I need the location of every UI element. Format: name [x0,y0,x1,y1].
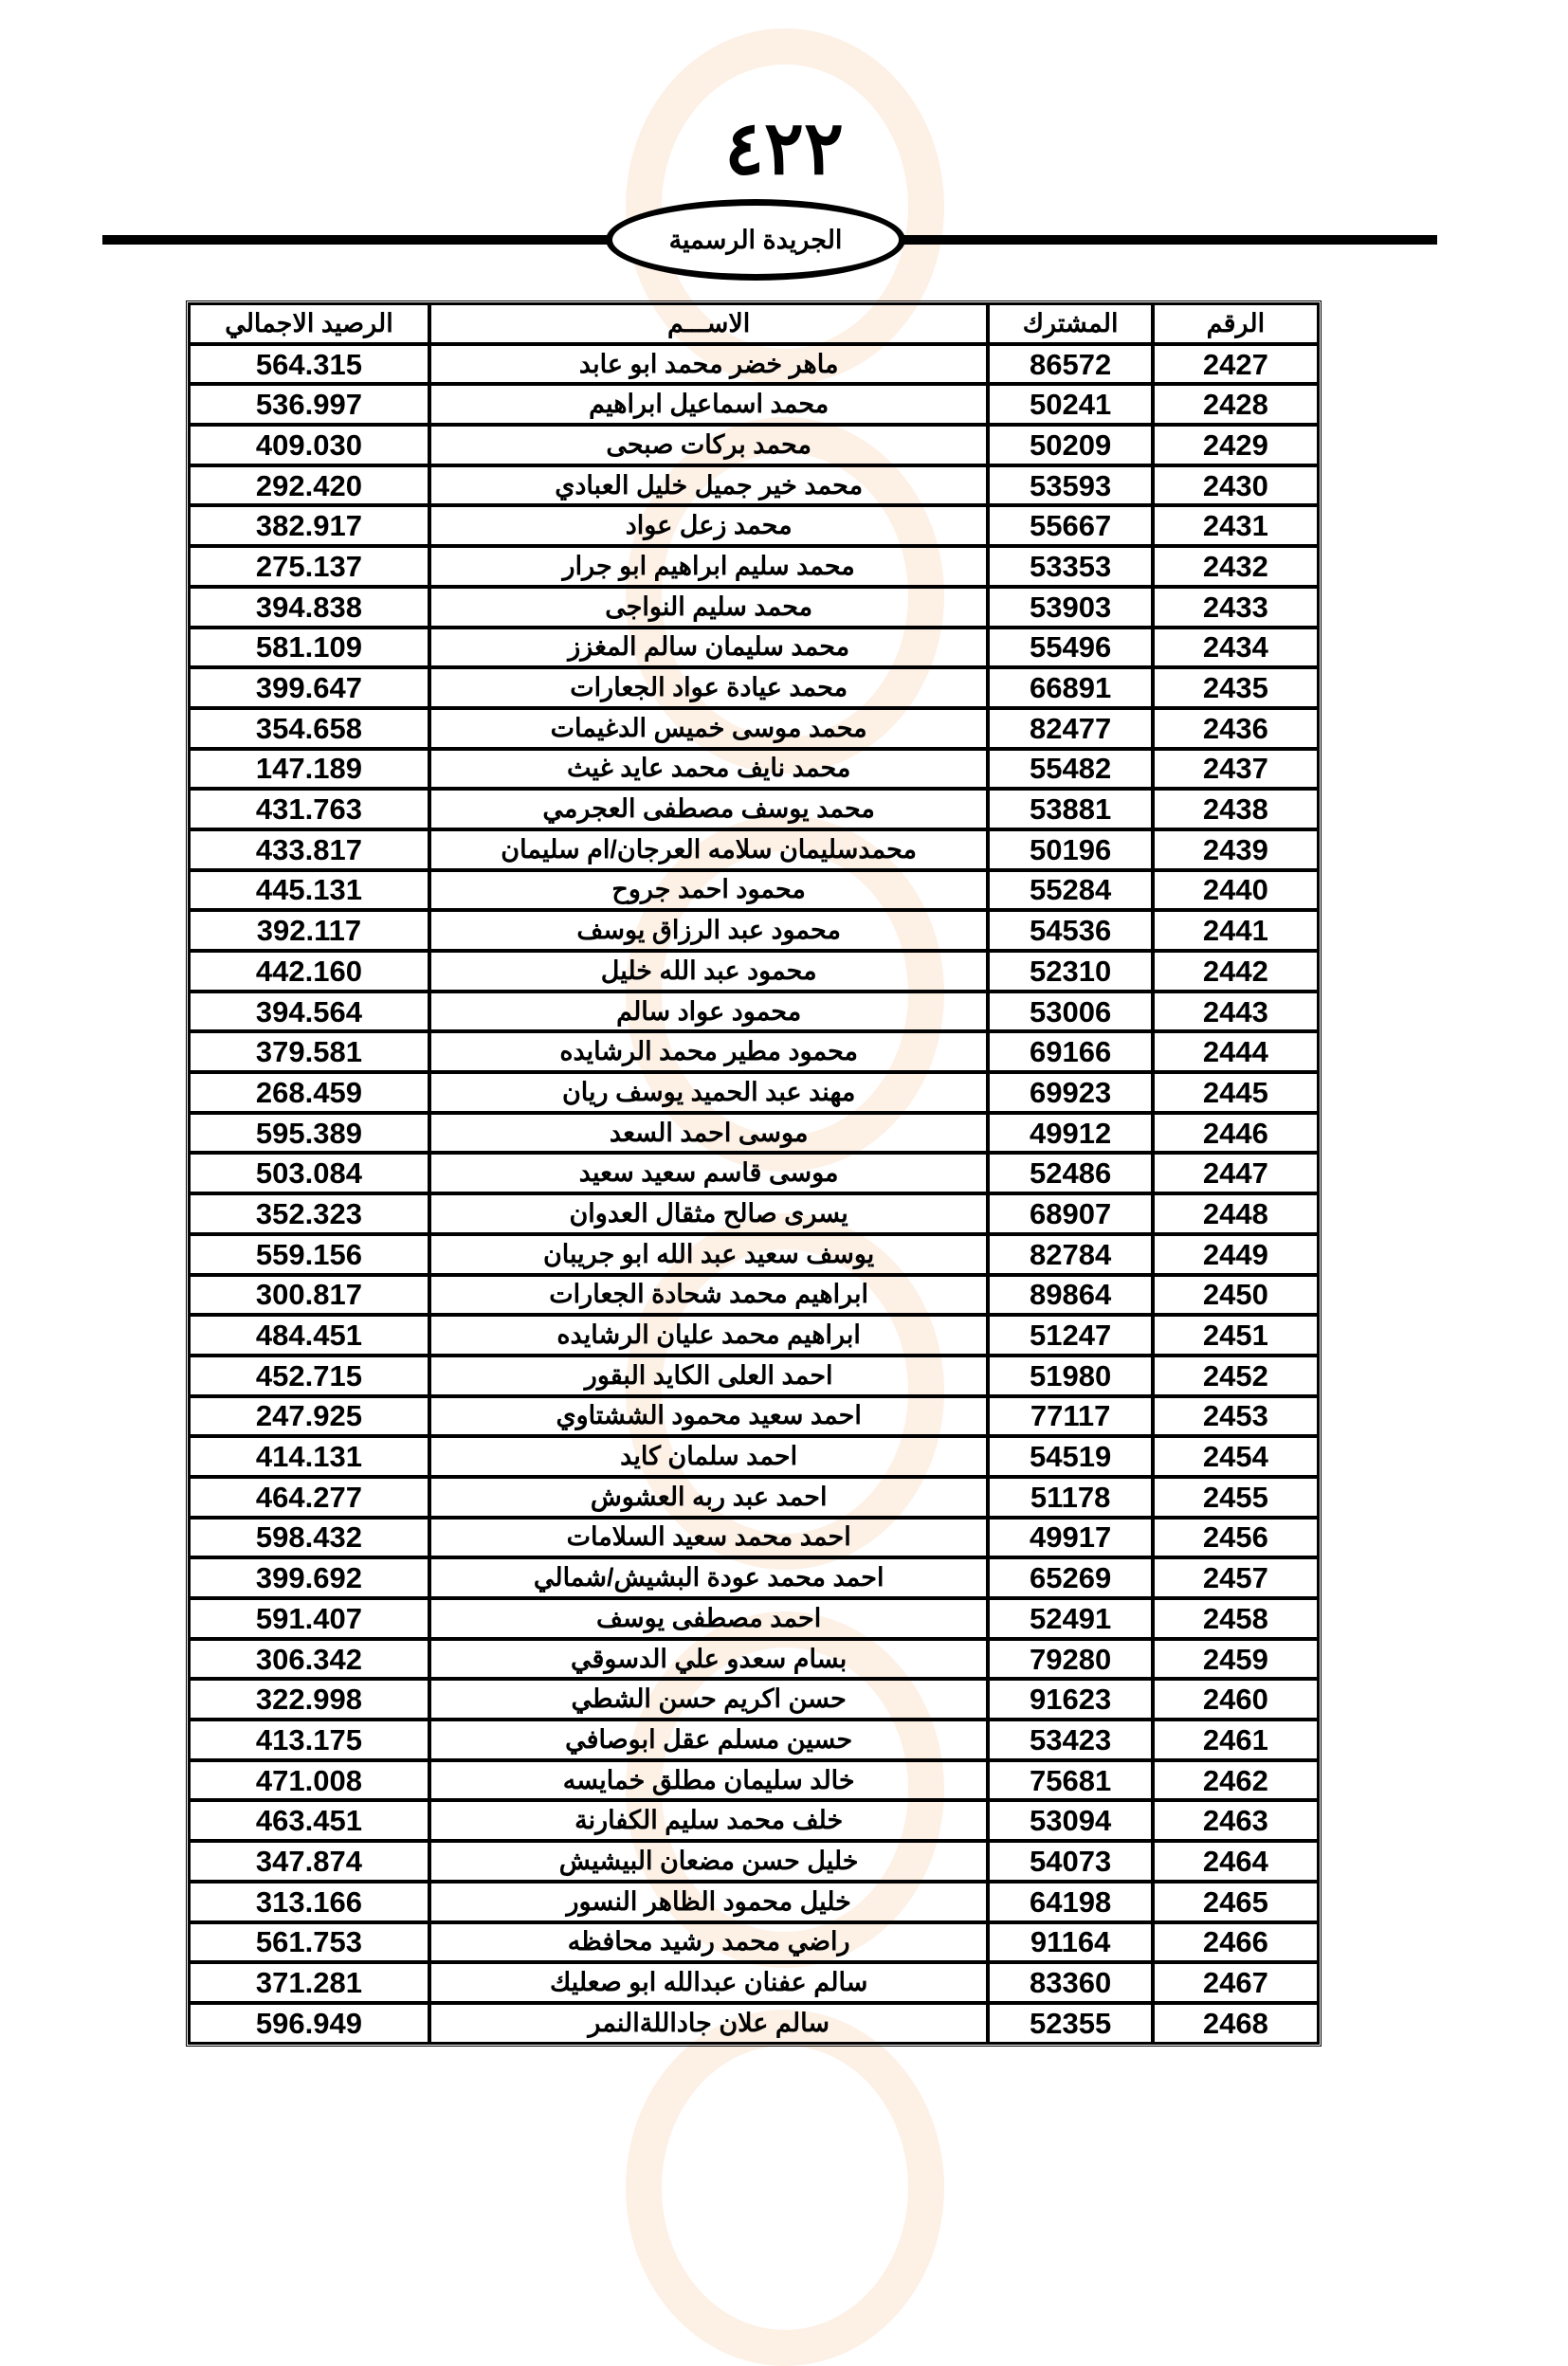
subscriber-id: 91623 [988,1679,1152,1720]
subscriber-name: احمد سلمان كايد [429,1436,988,1477]
table-row [189,465,1319,506]
subscriber-name: ماهر خضر محمد ابو عابد [429,344,988,385]
row-number: 2462 [1153,1760,1319,1801]
subscriber-id: 91164 [988,1922,1152,1963]
table-row [189,384,1319,425]
subscriber-name: احمد مصطفى يوسف [429,1598,988,1639]
page-number: ٤٢٢ [724,105,844,191]
subscriber-name: ابراهيم محمد شحادة الجعارات [429,1275,988,1316]
subscriber-id: 51247 [988,1315,1152,1356]
row-number: 2427 [1153,344,1319,385]
total-balance: 354.658 [189,708,429,749]
row-number: 2444 [1153,1031,1319,1072]
table-row [189,1275,1319,1316]
subscriber-name: خالد سليمان مطلق خمايسه [429,1760,988,1801]
subscriber-name: محمد يوسف مصطفى العجرمي [429,789,988,829]
total-balance: 409.030 [189,425,429,465]
total-balance: 452.715 [189,1356,429,1396]
table-row [189,708,1319,749]
table-row [189,1153,1319,1193]
total-balance: 247.925 [189,1396,429,1437]
total-balance: 399.647 [189,667,429,708]
row-number: 2433 [1153,587,1319,628]
subscriber-name: محمد اسماعيل ابراهيم [429,384,988,425]
table-row [189,1841,1319,1882]
row-number: 2437 [1153,749,1319,790]
table-row [189,1962,1319,2003]
table-row [189,1518,1319,1558]
subscriber-name: محمود عبد الرزاق يوسف [429,910,988,951]
row-number: 2431 [1153,505,1319,546]
row-number: 2454 [1153,1436,1319,1477]
table-row [189,1436,1319,1477]
table-row [189,1315,1319,1356]
column-header-number: الرقم [1153,303,1319,344]
table-row [189,870,1319,911]
total-balance: 379.581 [189,1031,429,1072]
subscriber-name: سالم عفنان عبدالله ابو صعليك [429,1962,988,2003]
row-number: 2436 [1153,708,1319,749]
subscriber-id: 54519 [988,1436,1152,1477]
subscriber-name: احمد عبد ربه العشوش [429,1477,988,1518]
total-balance: 561.753 [189,1922,429,1963]
subscriber-name: محمدسليمان سلامه العرجان/ام سليمان [429,829,988,870]
table-row [189,2003,1319,2044]
row-number: 2446 [1153,1113,1319,1154]
table-row [189,587,1319,628]
table-row [189,910,1319,951]
row-number: 2467 [1153,1962,1319,2003]
row-number: 2461 [1153,1720,1319,1760]
total-balance: 275.137 [189,546,429,587]
total-balance: 306.342 [189,1639,429,1680]
row-number: 2441 [1153,910,1319,951]
total-balance: 581.109 [189,628,429,668]
subscriber-id: 66891 [988,667,1152,708]
column-header-name: الاســـم [429,303,988,344]
subscriber-name: احمد محمد عودة البشيش/شمالي [429,1557,988,1598]
subscriber-id: 86572 [988,344,1152,385]
subscriber-name: محمد سليم النواجى [429,587,988,628]
subscriber-name: محمود مطير محمد الرشايده [429,1031,988,1072]
table-row [189,505,1319,546]
total-balance: 322.998 [189,1679,429,1720]
subscriber-id: 53903 [988,587,1152,628]
subscriber-id: 55482 [988,749,1152,790]
subscriber-id: 53094 [988,1800,1152,1841]
table-row [189,425,1319,465]
total-balance: 463.451 [189,1800,429,1841]
table-row [189,1639,1319,1680]
subscriber-name: خليل محمود الظاهر النسور [429,1882,988,1922]
subscriber-id: 49917 [988,1518,1152,1558]
subscribers-table [186,300,1322,2047]
subscriber-name: محمد نايف محمد عايد غيث [429,749,988,790]
subscriber-id: 53006 [988,992,1152,1032]
row-number: 2460 [1153,1679,1319,1720]
subscriber-id: 50209 [988,425,1152,465]
table-header-row [189,303,1319,344]
subscriber-id: 55496 [988,628,1152,668]
table-row [189,344,1319,385]
subscriber-name: محمد خير جميل خليل العبادي [429,465,988,506]
subscriber-name: ابراهيم محمد عليان الرشايده [429,1315,988,1356]
total-balance: 414.131 [189,1436,429,1477]
row-number: 2465 [1153,1882,1319,1922]
row-number: 2447 [1153,1153,1319,1193]
subscriber-id: 52310 [988,951,1152,992]
subscriber-name: محمود عواد سالم [429,992,988,1032]
table-row [189,1922,1319,1963]
row-number: 2468 [1153,2003,1319,2044]
subscriber-id: 82784 [988,1234,1152,1275]
table-row [189,1557,1319,1598]
row-number: 2458 [1153,1598,1319,1639]
table-row [189,1679,1319,1720]
total-balance: 598.432 [189,1518,429,1558]
table-row [189,1800,1319,1841]
row-number: 2429 [1153,425,1319,465]
subscriber-name: محمود احمد جروح [429,870,988,911]
table-row [189,1072,1319,1113]
table-row [189,1234,1319,1275]
table-row [189,628,1319,668]
subscriber-name: محمد سليم ابراهيم ابو جرار [429,546,988,587]
total-balance: 484.451 [189,1315,429,1356]
total-balance: 352.323 [189,1193,429,1234]
subscriber-name: موسى قاسم سعيد سعيد [429,1153,988,1193]
row-number: 2455 [1153,1477,1319,1518]
row-number: 2445 [1153,1072,1319,1113]
row-number: 2448 [1153,1193,1319,1234]
table-row [189,829,1319,870]
total-balance: 596.949 [189,2003,429,2044]
subscriber-id: 55284 [988,870,1152,911]
row-number: 2456 [1153,1518,1319,1558]
subscriber-id: 53881 [988,789,1152,829]
row-number: 2440 [1153,870,1319,911]
row-number: 2428 [1153,384,1319,425]
table-row [189,1882,1319,1922]
subscriber-id: 53423 [988,1720,1152,1760]
total-balance: 595.389 [189,1113,429,1154]
subscriber-id: 51178 [988,1477,1152,1518]
row-number: 2434 [1153,628,1319,668]
subscriber-name: محمد عيادة عواد الجعارات [429,667,988,708]
subscriber-id: 50196 [988,829,1152,870]
subscriber-name: محمد سليمان سالم المغزز [429,628,988,668]
subscriber-id: 53593 [988,465,1152,506]
subscriber-name: بسام سعدو علي الدسوقي [429,1639,988,1680]
total-balance: 392.117 [189,910,429,951]
row-number: 2457 [1153,1557,1319,1598]
subscriber-id: 64198 [988,1882,1152,1922]
table-row [189,1598,1319,1639]
subscriber-name: مهند عبد الحميد يوسف ريان [429,1072,988,1113]
subscriber-id: 54536 [988,910,1152,951]
total-balance: 382.917 [189,505,429,546]
total-balance: 347.874 [189,1841,429,1882]
row-number: 2430 [1153,465,1319,506]
subscriber-id: 68907 [988,1193,1152,1234]
table-row [189,951,1319,992]
row-number: 2451 [1153,1315,1319,1356]
subscriber-name: سالم علان جاداللةالنمر [429,2003,988,2044]
total-balance: 371.281 [189,1962,429,2003]
row-number: 2449 [1153,1234,1319,1275]
row-number: 2435 [1153,667,1319,708]
total-balance: 559.156 [189,1234,429,1275]
subscriber-name: يسرى صالح مثقال العدوان [429,1193,988,1234]
subscriber-name: محمود عبد الله خليل [429,951,988,992]
total-balance: 413.175 [189,1720,429,1760]
table-row [189,1720,1319,1760]
subscriber-id: 50241 [988,384,1152,425]
gazette-title-ellipse [606,199,905,281]
total-balance: 464.277 [189,1477,429,1518]
subscriber-id: 51980 [988,1356,1152,1396]
subscriber-id: 69923 [988,1072,1152,1113]
total-balance: 394.564 [189,992,429,1032]
subscriber-id: 75681 [988,1760,1152,1801]
table-row [189,1396,1319,1437]
subscriber-id: 52486 [988,1153,1152,1193]
total-balance: 268.459 [189,1072,429,1113]
subscriber-name: راضي محمد رشيد محافظه [429,1922,988,1963]
total-balance: 313.166 [189,1882,429,1922]
total-balance: 564.315 [189,344,429,385]
subscriber-id: 83360 [988,1962,1152,2003]
subscriber-id: 89864 [988,1275,1152,1316]
table-row [189,1031,1319,1072]
row-number: 2439 [1153,829,1319,870]
subscriber-id: 54073 [988,1841,1152,1882]
table-row [189,992,1319,1032]
row-number: 2452 [1153,1356,1319,1396]
row-number: 2453 [1153,1396,1319,1437]
row-number: 2438 [1153,789,1319,829]
table-row [189,789,1319,829]
column-header-subscriber: المشترك [988,303,1152,344]
subscriber-name: حسين مسلم عقل ابوصافي [429,1720,988,1760]
subscriber-name: محمد موسى خميس الدغيمات [429,708,988,749]
row-number: 2442 [1153,951,1319,992]
total-balance: 445.131 [189,870,429,911]
subscriber-id: 79280 [988,1639,1152,1680]
total-balance: 503.084 [189,1153,429,1193]
subscriber-name: محمد بركات صبحى [429,425,988,465]
table-row [189,1113,1319,1154]
total-balance: 399.692 [189,1557,429,1598]
subscriber-id: 52491 [988,1598,1152,1639]
row-number: 2459 [1153,1639,1319,1680]
table-row [189,667,1319,708]
subscriber-id: 82477 [988,708,1152,749]
total-balance: 292.420 [189,465,429,506]
subscriber-id: 55667 [988,505,1152,546]
total-balance: 591.407 [189,1598,429,1639]
subscriber-id: 52355 [988,2003,1152,2044]
subscriber-name: احمد سعيد محمود الششتاوي [429,1396,988,1437]
subscriber-name: حسن اكريم حسن الشطي [429,1679,988,1720]
table-row [189,1193,1319,1234]
subscriber-name: احمد محمد سعيد السلامات [429,1518,988,1558]
subscriber-name: يوسف سعيد عبد الله ابو جريبان [429,1234,988,1275]
subscriber-name: خليل حسن مضعان البيشيش [429,1841,988,1882]
total-balance: 536.997 [189,384,429,425]
column-header-balance: الرصيد الاجمالي [189,303,429,344]
table-row [189,1477,1319,1518]
subscriber-name: موسى احمد السعد [429,1113,988,1154]
subscriber-id: 53353 [988,546,1152,587]
table-row [189,546,1319,587]
table-row [189,749,1319,790]
row-number: 2432 [1153,546,1319,587]
table-row [189,1760,1319,1801]
subscriber-id: 69166 [988,1031,1152,1072]
subscriber-id: 49912 [988,1113,1152,1154]
subscriber-name: محمد زعل عواد [429,505,988,546]
gazette-title: الجريدة الرسمية [668,225,843,254]
row-number: 2464 [1153,1841,1319,1882]
subscriber-id: 77117 [988,1396,1152,1437]
subscriber-id: 65269 [988,1557,1152,1598]
row-number: 2466 [1153,1922,1319,1963]
total-balance: 442.160 [189,951,429,992]
watermark-logo [626,2010,944,2366]
total-balance: 431.763 [189,789,429,829]
total-balance: 300.817 [189,1275,429,1316]
row-number: 2443 [1153,992,1319,1032]
total-balance: 394.838 [189,587,429,628]
row-number: 2450 [1153,1275,1319,1316]
table-row [189,1356,1319,1396]
total-balance: 433.817 [189,829,429,870]
subscriber-name: احمد العلى الكايد البقور [429,1356,988,1396]
row-number: 2463 [1153,1800,1319,1841]
total-balance: 471.008 [189,1760,429,1801]
subscriber-name: خلف محمد سليم الكفارنة [429,1800,988,1841]
total-balance: 147.189 [189,749,429,790]
